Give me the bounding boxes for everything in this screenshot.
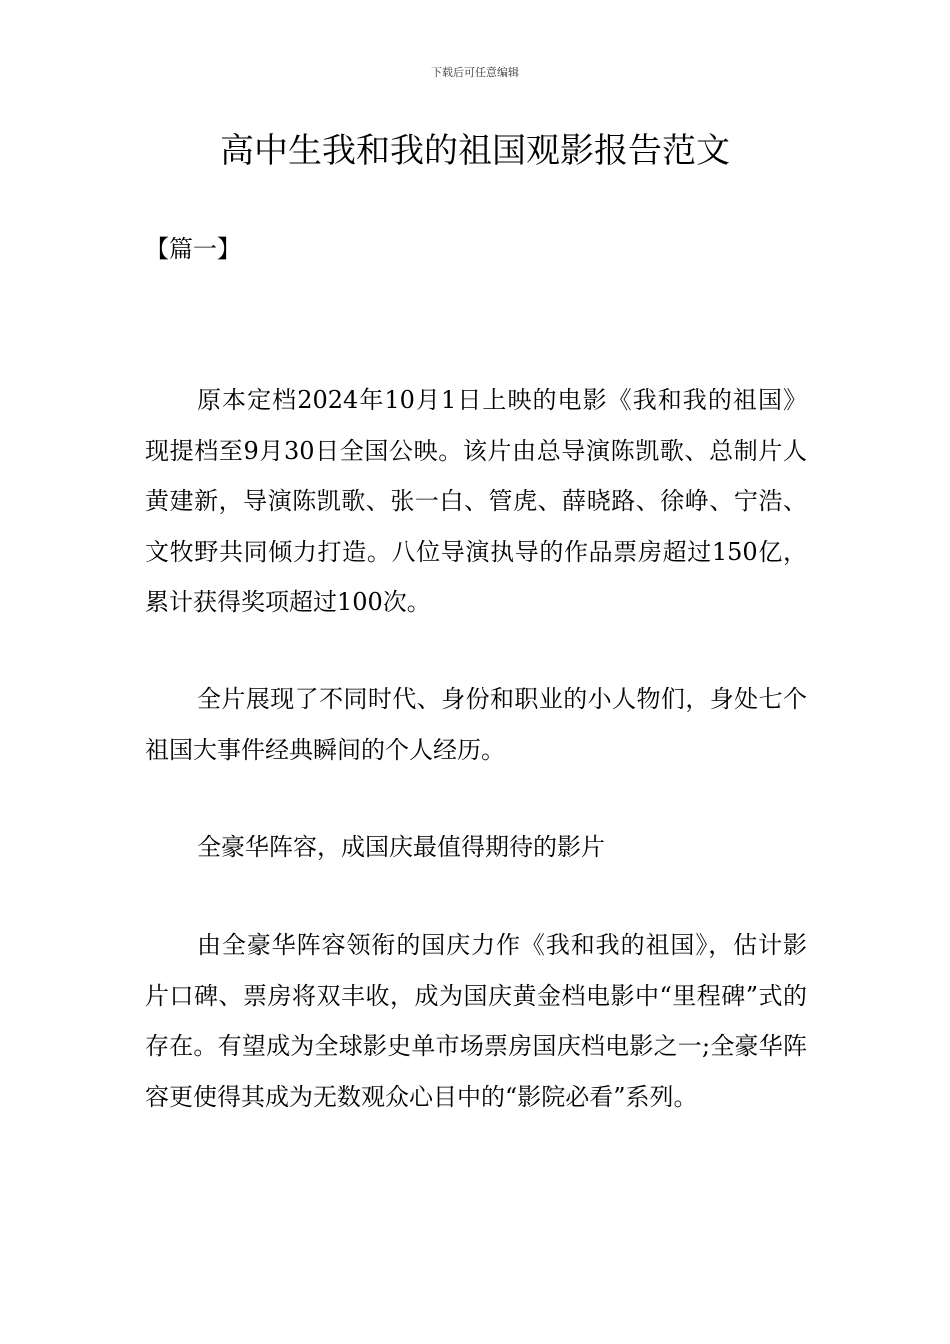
section-label: 【篇一】 bbox=[145, 235, 241, 263]
paragraph-content-summary: 全片展现了不同时代、身份和职业的小人物们，身处七个祖国大事件经典瞬间的个人经历。 bbox=[145, 685, 807, 764]
page-header-note: 下载后可任意编辑 bbox=[431, 66, 519, 79]
paragraph-cast-expectation: 由全豪华阵容领衔的国庆力作《我和我的祖国》，估计影片口碑、票房将双丰收，成为国庆黄金档电影中“里程碑”式的存在。有望成为全球影史单市场票房国庆档电影之一;全豪华阵容更使得其成为无数观众心目中的“影院必看”系列。 bbox=[145, 931, 807, 1111]
paragraph-intro: 原本定档2024年10月1日上映的电影《我和我的祖国》现提档至9月30日全国公映。该片由总导演陈凯歌、总制片人黄建新，导演陈凯歌、张一白、管虎、薛晓路、徐峥、宁浩、文牧野共同倾力打造。八位导演执导的作品票房超过150亿，累计获得奖项超过100次。 bbox=[145, 386, 807, 616]
document-title: 高中生我和我的祖国观影报告范文 bbox=[220, 131, 730, 171]
paragraph-subheading: 全豪华阵容，成国庆最值得期待的影片 bbox=[197, 833, 605, 861]
